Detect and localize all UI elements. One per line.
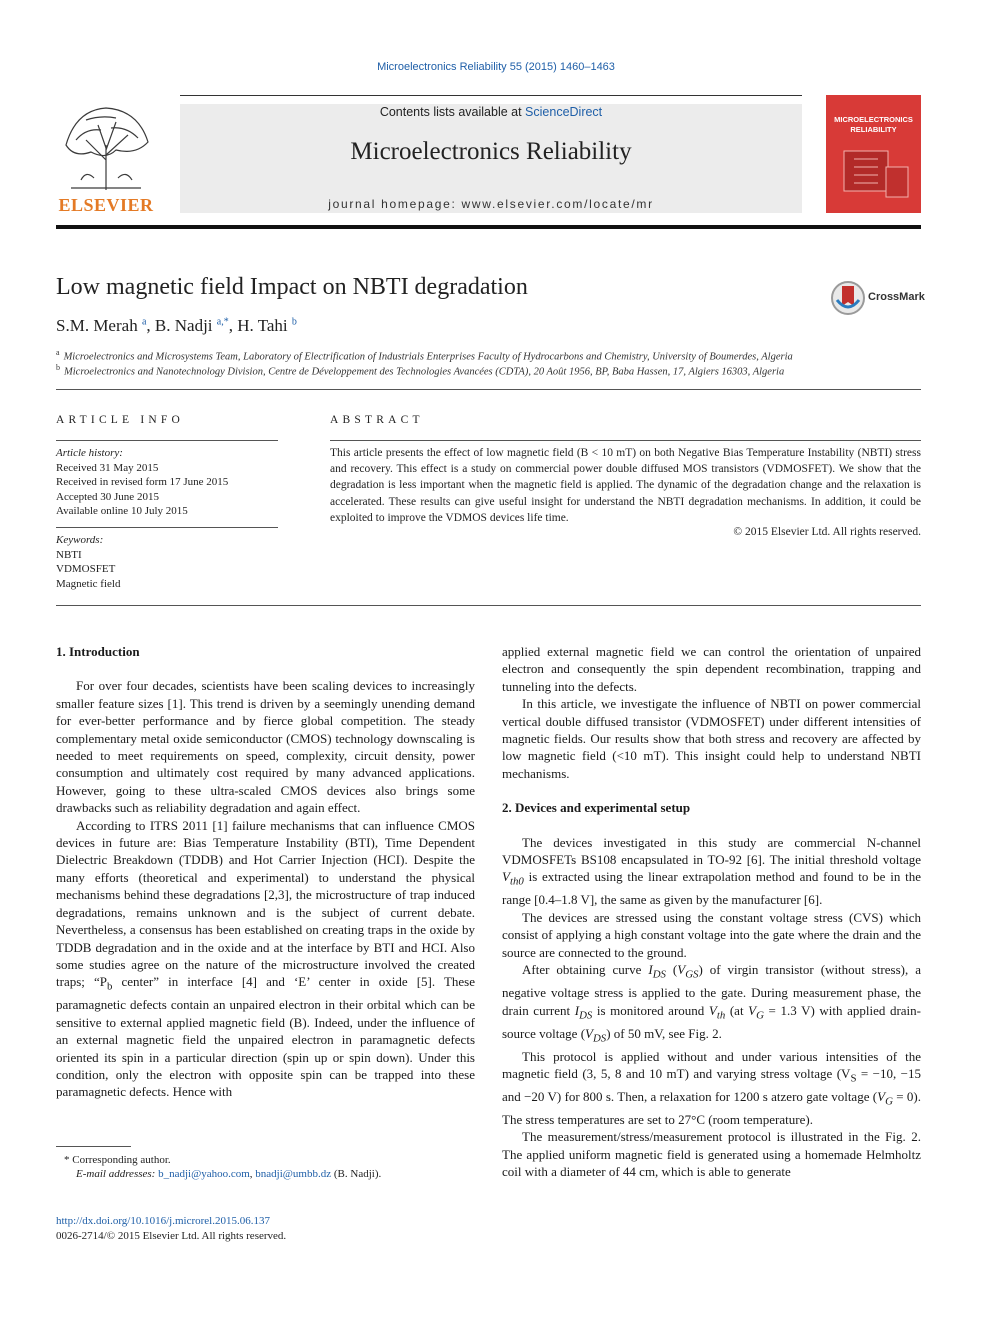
affiliation-b [56,363,784,378]
paragraph-text: = −10, −15 and −20 V) for 800 s. Then, a relaxation for 1200 s atzero gate voltage ( [502,1065,921,1104]
elsevier-logo[interactable] [56,100,156,216]
bottom-meta [56,1214,286,1243]
abstract-text: This article presents the effect of low magnetic field (B < 10 mT) on both Negative Bias Temperature Instability (NBTI) stress and recovery. This effect is a study on commercial power double diffused MOS transistors (VDMOSFET). We show that the degradation is less important when the magnetic field is applied. The dynamic of the degradation change and the relaxation is accelerated. These results can give useful insight for understand the NBTI degradation mechanisms. In addition, it could be exploited to improve the VDMOS devices life time. [330,447,921,524]
journal-citation[interactable]: Microelectronics Reliability 55 (2015) 1460–1463 [377,61,615,73]
email-separator: , [249,1168,256,1180]
author-list: S.M. Merah $^a$, B. Nadji $^{a,*}$, H. Tahi $^b$ [56,316,297,335]
keywords-block [56,533,278,591]
affiliation-a [56,348,793,363]
keyword-item: Magnetic field [56,577,121,590]
subscript: th [716,1009,726,1022]
intro-paragraph-2 [56,817,475,1101]
affiliations-rule [56,389,921,390]
math-variable: V [502,869,510,885]
left-column [56,643,475,1101]
keywords-rule [56,527,278,528]
right-column [502,643,921,1181]
cover-title-line1: MICROELECTRONICS [834,115,913,124]
paragraph-text: According to ITRS 2011 [1] failure mechanisms that can influence CMOS devices in future are: Bias Temperature Instability (BTI), Time Dependent Dielectric Breakdown (TDDB) and Hot Carrier Injection (HCI). Despite the many efforts (theoretical and experimental) to understand the physical mechanisms behind these degradations [2,3], the microstructure of trap induced degradations, remains unknown and is the subject of current debate. Nevertheless, a consensus has been established on creating traps in the oxide by TDDB degradation and in the oxide and at the interface by BTI and HCI. Also some studies agree on the nature of the microstructure involved the created traps; “P [56,817,475,990]
paragraph-text: This protocol is applied without and under various intensities of the magnetic field (3, 5, 8 and 10 mT) and varying stress voltage (V [502,1048,921,1081]
doi-link[interactable]: http://dx.doi.org/10.1016/j.microrel.2015.06.137 [56,1215,270,1227]
subscript: G [885,1095,893,1108]
devices-paragraph-1 [502,834,921,909]
subscript: th0 [509,876,524,889]
math-variable: V [877,1088,886,1104]
paragraph-text: center” in interface [4] and ‘E’ center in oxide [5]. These paramagnetic defects contain an unpaired electron in their orbital which can be sensitive to external applied magnetic field (B). Indeed, under the influence of an external magnetic field the unpaired electron in paramagnetic defects oriented its spin in a particular direction (spin up or spin down). Under this condition, only the electron with opposite spin can be trapped into these paramagnetic defects. Hence with [56,974,475,1100]
abstract-copyright: © 2015 Elsevier Ltd. All rights reserved. [733,526,921,538]
footnotes [56,1153,475,1181]
math-variable: I [648,962,653,978]
abstract-heading: ABSTRACT [330,414,424,426]
devices-paragraph-2: The devices are stressed using the constant voltage stress (CVS) which consist of applying a high constant voltage into the gate where the drain and the source are connected to the ground. [502,909,921,960]
keyword-item: NBTI [56,548,82,561]
keywords-label: Keywords: [56,534,104,546]
author-name[interactable]: H. Tahi [237,316,288,335]
footnote-rule [56,1146,131,1147]
intro-paragraph-3: In this article, we investigate the influence of NBTI on power commercial vertical double diffused transistor (VDMOSFET) under different intensities of magnetic fields. Our results show that both stress and recovery are affected by low magnetic field (<10 mT). This insight could help to understand NBTI mechanisms. [502,696,921,781]
email-suffix: (B. Nadji). [331,1168,382,1180]
crossmark-badge[interactable] [830,280,930,316]
paragraph-text: (at [725,1002,749,1018]
math-variable: I [574,1002,580,1018]
section-heading: 2. Devices and experimental setup [502,800,691,816]
crossmark-label: CrossMark [868,291,925,303]
paragraph-text: After obtaining curve [522,962,649,978]
keyword-item: VDMOSFET [56,563,116,575]
header-top-rule [180,95,802,96]
paragraph-text: is monitored around [592,1002,709,1018]
journal-homepage[interactable]: journal homepage: www.elsevier.com/locate/mr [328,197,654,211]
author-affil-marker[interactable]: a [141,316,147,328]
article-info-heading: ARTICLE INFO [56,414,184,426]
subscript: DS [592,1032,607,1045]
article-title: Low magnetic field Impact on NBTI degradation [56,274,528,300]
paragraph-text: = 0). The stress temperatures are set to 27°C (room temperature). [502,1088,921,1127]
paragraph-text: = 1.3 V) with applied drain-source voltage ( [502,1002,921,1041]
history-item: Available online 10 July 2015 [56,505,188,517]
crossmark-icon [830,280,866,316]
corresponding-author-note: * Corresponding author. [64,1154,171,1166]
devices-paragraph-4 [502,1048,921,1129]
paragraph-text: The devices investigated in this study are commercial N-channel VDMOSFETs BS108 encapsulated in TO-92 [6]. The initial threshold voltage [502,834,921,868]
paragraph-text: is extracted using the linear extrapolation method and found to be in the range [0.4–1.8 V], the same as given by the manufacturer [6]. [502,869,921,908]
abstract-rule [330,440,921,441]
cover-title-line2: RELIABILITY [850,125,897,134]
intro-paragraph-2-continued: applied external magnetic field we can control the orientation of unpaired electron and consequently the spin dependent recombination, trapping and tunneling into the defects. [502,644,921,694]
subscript: S [850,1072,857,1085]
author-name[interactable]: B. Nadji [154,316,213,335]
math-variable: V [748,1002,757,1018]
cover-title [826,115,921,135]
journal-title: Microelectronics Reliability [350,138,632,165]
sciencedirect-link[interactable]: ScienceDirect [525,105,603,119]
history-item: Received in revised form 17 June 2015 [56,476,229,488]
article-info-rule [56,440,278,441]
email-link[interactable]: bnadji@umbb.dz [255,1168,332,1180]
subscript: DS [652,968,666,981]
math-variable: V [677,962,686,978]
devices-paragraph-3 [502,961,921,1047]
paragraph-text: ) of 50 mV, see Fig. 2. [606,1025,722,1041]
affiliation-text: Microelectronics and Nanotechnology Division, Centre de Développement des Technologies Avancées (CDTA), 20 Août 1956, BP, Baba Hassen, 17, Algiers 16303, Algeria [64,366,785,378]
subscript: G [756,1009,764,1022]
history-item: Received 31 May 2015 [56,461,159,474]
contents-prefix: Contents lists available at [379,105,526,119]
email-label: E-mail addresses: [76,1168,159,1180]
author-affil-marker[interactable]: b [291,316,297,328]
intro-paragraph-1: For over four decades, scientists have been scaling devices to increasingly smaller feature sizes [1]. This trend is driven by a seemingly unending demand for ever-better performance and by fierce global competition. The steady complementary metal oxide semiconductor (CMOS) technology downscaling is needed to meet requirements on speed, complexity, circuit density, power consumption and ultimately cost required by many advanced applications. However, going to these ultra-scaled CMOS devices also brings some drawbacks such as reliability degradation and again effect. [56,678,475,816]
subscript: DS [579,1009,593,1022]
author-name[interactable]: S.M. Merah [56,316,138,335]
article-history [56,446,278,519]
header-thick-rule [56,225,921,229]
history-label: Article history: [56,447,123,459]
cover-circuit-icon [834,143,914,207]
subscript: b [106,980,113,993]
paragraph-text: ( [665,962,678,978]
paragraph-text: ) of virgin transistor (without stress), a negative voltage stress is applied to the gate. During measurement phase, the drain current [502,962,921,1018]
history-item: Accepted 30 June 2015 [56,490,159,503]
affiliation-marker: a [56,348,60,357]
elsevier-tree-icon [56,100,156,194]
author-affil-marker[interactable]: a,* [216,316,229,328]
issn-copyright: 0026-2714/© 2015 Elsevier Ltd. All rights reserved. [56,1229,287,1242]
contents-line [180,105,802,119]
affiliation-marker: b [56,363,60,372]
email-link[interactable]: b_nadji@yahoo.com [158,1168,250,1180]
email-note [56,1167,475,1181]
journal-cover-thumbnail[interactable] [826,95,921,213]
math-variable: V [708,1002,717,1018]
devices-paragraph-5: The measurement/stress/measurement protocol is illustrated in the Fig. 2. The applied uniform magnetic field is generated using a homemade Helmholtz coil with a diameter of 44 cm, which is able to generate [502,1129,921,1180]
elsevier-wordmark: ELSEVIER [58,195,154,215]
abstract-bottom-rule [56,605,921,606]
affiliation-text: Microelectronics and Microsystems Team, Laboratory of Electrification of Industrials Enterprises Faculty of Hydrocarbons and Chemistry, University of Boumerdes, Algeria [63,351,793,363]
subscript: GS [685,968,699,981]
section-heading: 1. Introduction [56,644,140,659]
math-variable: V [585,1025,593,1041]
